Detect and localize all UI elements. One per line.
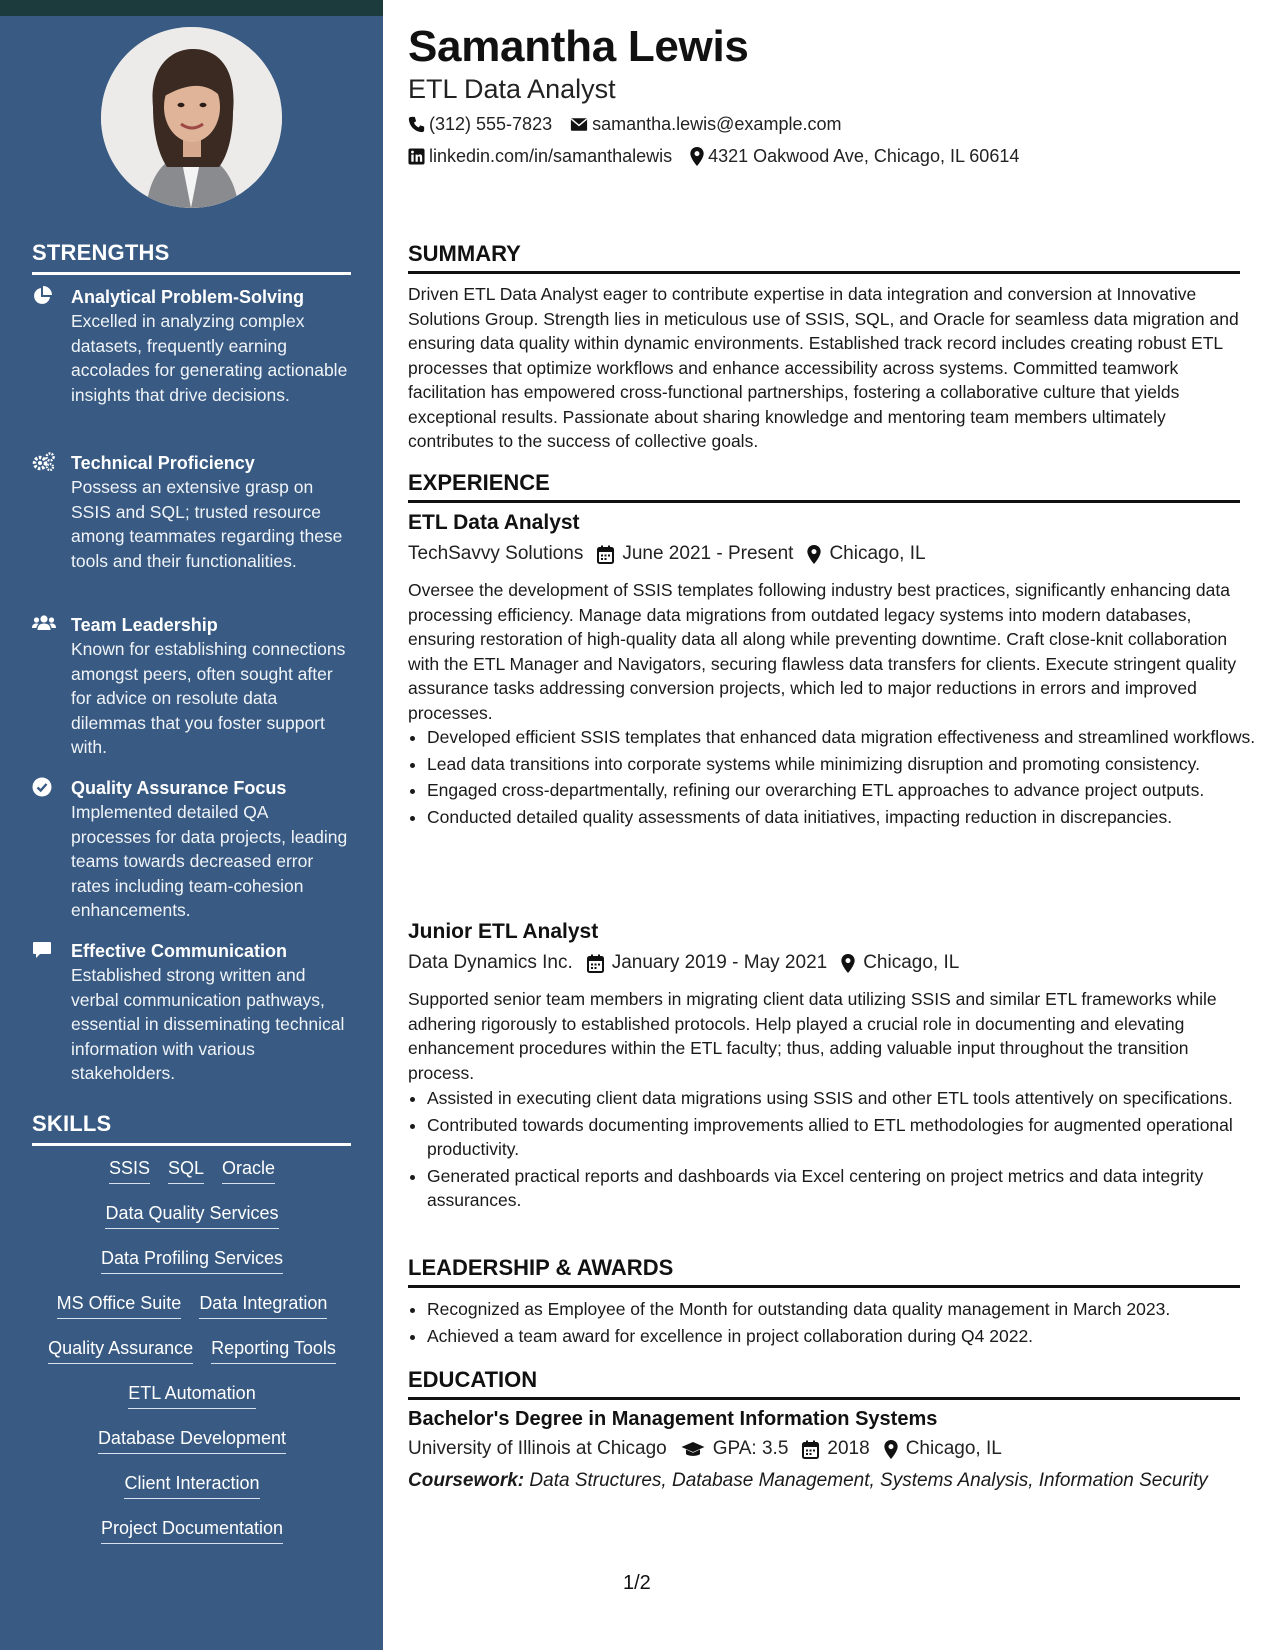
award-item: • Recognized as Employee of the Month for outstanding data quality management in March 2023.: [427, 1297, 1259, 1322]
map-pin-icon: [841, 954, 855, 973]
job-bullet: • Developed efficient SSIS templates that enhanced data migration effectiveness and streamlined workflows.: [427, 725, 1259, 750]
job-description: Supported senior team members in migrating client data utilizing SSIS and similar ETL frameworks while adhering rigorously to established protocols. Help played a crucial role in documenting and elevating enhancement procedures within the ETL faculty; thus, adding valuable input throughout the transition process.: [408, 989, 1217, 1083]
skill-row: [32, 1471, 352, 1516]
gpa-wrap: [681, 1438, 789, 1460]
contact-row: [408, 114, 859, 135]
strength-description: Known for establishing connections amongst peers, often sought after for advice on resolute data dilemmas that you foster support with.: [71, 639, 346, 757]
gears-icon: [32, 452, 54, 474]
skill-tag: Oracle: [222, 1156, 275, 1184]
skill-row: [32, 1201, 352, 1246]
pie-chart-icon: [32, 286, 54, 308]
job-bullet: • Assisted in executing client data migrations using SSIS and other ETL tools attentively on specifications.: [427, 1086, 1259, 1111]
skill-tag: Project Documentation: [101, 1516, 283, 1544]
job-dates: January 2019 - May 2021: [611, 952, 828, 973]
school-name: University of Illinois at Chicago: [408, 1438, 667, 1459]
strength-title: Quality Assurance Focus: [71, 778, 287, 798]
skill-tag: SQL: [168, 1156, 204, 1184]
skill-row: [32, 1381, 352, 1426]
skill-tag: Reporting Tools: [211, 1336, 336, 1364]
awards-heading: LEADERSHIP & AWARDS: [408, 1255, 1240, 1288]
job-location-wrap: [807, 543, 925, 565]
job-company: TechSavvy Solutions: [408, 543, 584, 564]
skills-list: [32, 1156, 352, 1561]
gpa: GPA: 3.5: [712, 1438, 789, 1459]
strength-item: [32, 939, 352, 1086]
phone-text: (312) 555-7823: [429, 114, 553, 134]
comment-icon: [32, 940, 54, 962]
candidate-title: ETL Data Analyst: [408, 74, 616, 104]
education-heading: EDUCATION: [408, 1367, 1240, 1400]
job-dates: June 2021 - Present: [622, 543, 794, 564]
skill-tag: Data Quality Services: [105, 1201, 278, 1229]
strength-item: [32, 285, 352, 407]
skill-tag: Client Interaction: [124, 1471, 259, 1499]
job-bullet: • Conducted detailed quality assessments of data initiatives, impacting reduction in discrepancies.: [427, 805, 1259, 830]
summary-heading: SUMMARY: [408, 241, 1240, 274]
calendar-icon: [597, 545, 614, 564]
email-text: samantha.lewis@example.com: [592, 114, 842, 134]
coursework: [408, 1469, 1240, 1494]
users-icon: [32, 614, 54, 636]
degree-title: Bachelor's Degree in Management Information Systems: [408, 1408, 938, 1430]
email-contact[interactable]: [570, 114, 841, 135]
education-meta: [408, 1438, 1016, 1460]
graduation-year: 2018: [827, 1438, 870, 1459]
address-text: 4321 Oakwood Ave, Chicago, IL 60614: [708, 146, 1020, 166]
job-role: Junior ETL Analyst: [408, 920, 599, 943]
contact-row: [408, 146, 1037, 167]
edu-location-wrap: [884, 1438, 1002, 1460]
job-description: Oversee the development of SSIS templates following industry best practices, significantly enhancing data processing efficiency. Manage data migrations from outdated legacy systems into modern databases, ensuring restoration of high-quality data all along while preventing downtime. Craft close-knit collaboration with the ETL Manager and Navigators, securing flawless data transfers for clients. Execute stringent quality assurance tasks addressing conversion projects, which led to major reductions in errors and improved processes.: [408, 580, 1237, 723]
coursework-label: Coursework:: [408, 1470, 525, 1491]
skill-tag: ETL Automation: [128, 1381, 255, 1409]
strength-item: [32, 451, 352, 573]
calendar-icon: [802, 1440, 819, 1459]
skill-row: [32, 1291, 352, 1336]
skill-row: [32, 1516, 352, 1561]
strength-description: Implemented detailed QA processes for data projects, leading teams towards decreased error rates including team-cohesion enhancements.: [71, 802, 348, 920]
edu-location: Chicago, IL: [905, 1438, 1002, 1459]
job-meta: [408, 952, 973, 974]
linkedin-icon: [408, 148, 425, 165]
summary-text: Driven ETL Data Analyst eager to contribute expertise in data integration and conversion at Innovative Solutions Group. Strength lies in meticulous use of SSIS, SQL, and Oracle for seamless data migration and ensuring data quality within dynamic environments. Established track record includes creating robust ETL processes that optimize workflows and enhance accessibility across systems. Committed teamwork facilitation has empowered cross-functional partnerships, fostering a collaborative culture that yields exceptional results. Passionate about sharing knowledge and mentoring team members ultimately contributes to the success of collective goals.: [408, 284, 1239, 451]
calendar-icon: [587, 954, 604, 973]
profile-photo: [101, 27, 282, 208]
sidebar: [0, 0, 383, 1650]
map-pin-icon: [884, 1440, 898, 1459]
award-item: • Achieved a team award for excellence in project collaboration during Q4 2022.: [427, 1324, 1259, 1349]
strength-title: Team Leadership: [71, 615, 218, 635]
skill-tag: MS Office Suite: [57, 1291, 182, 1319]
experience-heading: EXPERIENCE: [408, 470, 1240, 503]
strength-title: Effective Communication: [71, 941, 288, 961]
job-bullet: • Lead data transitions into corporate systems while minimizing disruption and promoting consistency.: [427, 752, 1259, 777]
skill-tag: Data Profiling Services: [101, 1246, 283, 1274]
job-bullet: • Generated practical reports and dashboards via Excel centering on project metrics and data integrity assurances.: [427, 1164, 1259, 1213]
skills-heading: SKILLS: [32, 1111, 351, 1146]
skill-tag: Data Integration: [199, 1291, 327, 1319]
strength-item: [32, 613, 352, 760]
strength-description: Established strong written and verbal communication pathways, essential in disseminating technical information with various stakeholders.: [71, 965, 345, 1083]
linkedin-text: linkedin.com/in/samanthalewis: [429, 146, 673, 166]
skill-row: [32, 1426, 352, 1471]
coursework-text: Data Structures, Database Management, Systems Analysis, Information Security: [529, 1470, 1208, 1491]
strength-title: Technical Proficiency: [71, 453, 255, 473]
strength-description: Excelled in analyzing complex datasets, frequently earning accolades for generating actionable insights that drive decisions.: [71, 311, 348, 405]
envelope-icon: [570, 117, 588, 132]
job-location-wrap: [841, 952, 959, 974]
linkedin-contact[interactable]: [408, 146, 672, 167]
sidebar-top-bar: [0, 0, 383, 16]
job-bullet: • Engaged cross-departmentally, refining our overarching ETL approaches to advance project outputs.: [427, 778, 1259, 803]
skill-row: [32, 1156, 352, 1201]
skill-tag: Database Development: [98, 1426, 286, 1454]
job-dates-wrap: [597, 543, 793, 565]
phone-contact[interactable]: [408, 114, 552, 135]
job-role: ETL Data Analyst: [408, 511, 580, 534]
check-circle-icon: [32, 777, 54, 799]
awards-list: [408, 1297, 1259, 1350]
skill-tag: Quality Assurance: [48, 1336, 193, 1364]
job-location: Chicago, IL: [863, 952, 960, 973]
job-company: Data Dynamics Inc.: [408, 952, 573, 973]
strength-title: Analytical Problem-Solving: [71, 287, 305, 307]
graduation-cap-icon: [681, 1441, 705, 1458]
job-location: Chicago, IL: [829, 543, 926, 564]
year-wrap: [802, 1438, 869, 1460]
job-bullets: [408, 725, 1259, 831]
job-meta: [408, 543, 940, 565]
strengths-heading: STRENGTHS: [32, 240, 351, 275]
skill-row: [32, 1246, 352, 1291]
strength-item: [32, 776, 352, 923]
phone-icon: [408, 116, 425, 133]
candidate-name: Samantha Lewis: [408, 22, 749, 71]
skill-row: [32, 1336, 352, 1381]
job-bullets: [408, 1086, 1259, 1215]
map-pin-icon: [807, 545, 821, 564]
skill-tag: SSIS: [109, 1156, 150, 1184]
page-number: 1/2: [623, 1572, 651, 1594]
strength-description: Possess an extensive grasp on SSIS and SQL; trusted resource among teammates regarding these tools and their functionalities.: [71, 477, 343, 571]
address-contact: [690, 146, 1019, 167]
map-pin-icon: [690, 147, 704, 166]
job-bullet: • Contributed towards documenting improvements allied to ETL methodologies for augmented operational productivity.: [427, 1113, 1259, 1162]
job-dates-wrap: [587, 952, 827, 974]
